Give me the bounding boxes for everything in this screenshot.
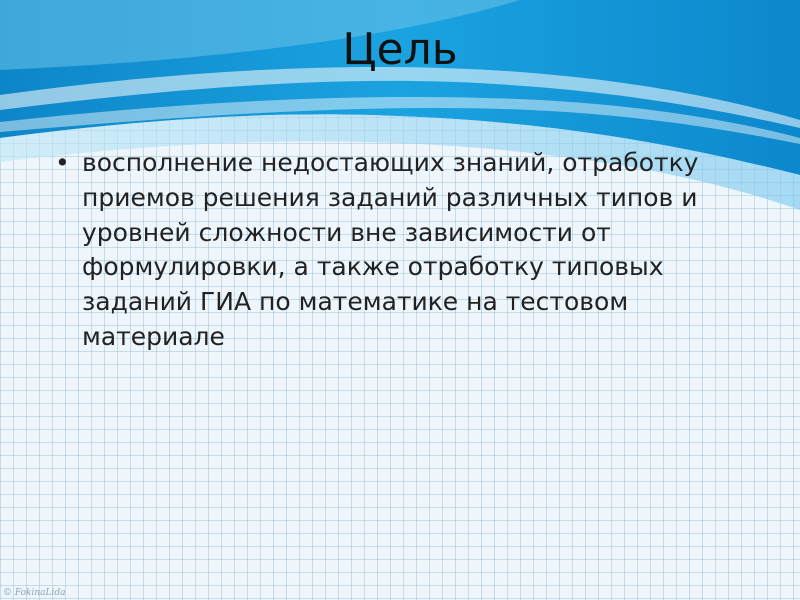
list-item <box>52 146 742 355</box>
bullet-list <box>52 146 742 355</box>
watermark: © FokinaLida <box>3 588 66 598</box>
bullet-icon: • <box>55 148 70 177</box>
bullet-text: восполнение недостающих знаний, отработку приемов решения заданий различных типов и уровней сложности вне зависимости от формулировки, а также отработку типовых заданий ГИА по математике на тестовом материале <box>82 148 699 351</box>
slide-title: Цель <box>342 24 458 75</box>
